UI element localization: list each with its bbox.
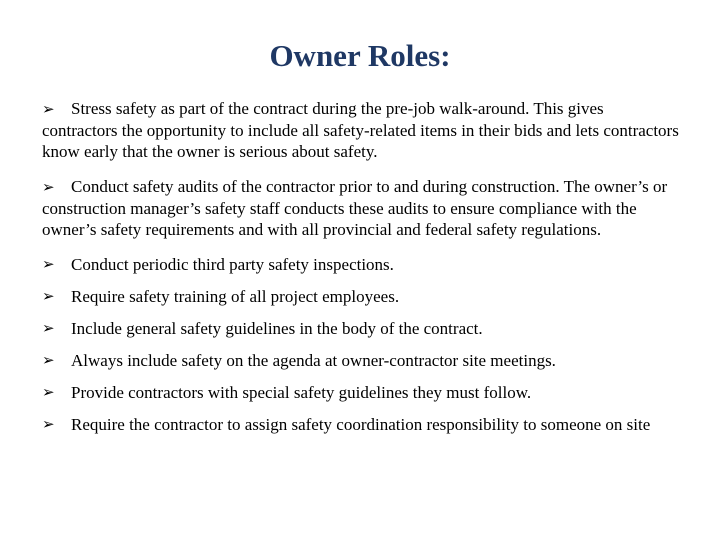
bullet-item: [42, 286, 682, 307]
bullet-text: Conduct periodic third party safety inspections.: [71, 255, 394, 274]
bullet-item: [42, 350, 682, 371]
bullet-text: Require safety training of all project employees.: [71, 287, 400, 306]
bullet-item: [42, 176, 682, 240]
slide-title: Owner Roles:: [269, 38, 451, 73]
bullet-text: Include general safety guidelines in the body of the contract.: [71, 319, 483, 338]
arrow-bullet-icon: ➢: [42, 383, 55, 401]
bullet-list: [42, 98, 682, 435]
arrow-bullet-icon: ➢: [42, 319, 55, 337]
arrow-bullet-icon: ➢: [42, 415, 55, 433]
bullet-item: [42, 414, 682, 435]
bullet-text: Provide contractors with special safety guidelines they must follow.: [71, 383, 532, 402]
bullet-item: [42, 254, 682, 275]
arrow-bullet-icon: ➢: [42, 351, 55, 369]
arrow-bullet-icon: ➢: [42, 255, 55, 273]
arrow-bullet-icon: ➢: [42, 178, 55, 196]
bullet-item: [42, 318, 682, 339]
bullet-item: [42, 382, 682, 403]
arrow-bullet-icon: ➢: [42, 100, 55, 118]
bullet-text: Stress safety as part of the contract during the pre-job walk-around. This gives contractors the opportunity to include all safety-related items in their bids and lets contractors know early that the owner is serious about safety.: [42, 99, 679, 161]
bullet-text: Conduct safety audits of the contractor prior to and during construction. The owner’s or construction manager’s safety staff conducts these audits to ensure compliance with the owner’s safety requirements and with all provincial and federal safety regulations.: [42, 177, 668, 239]
bullet-text: Require the contractor to assign safety coordination responsibility to someone on site: [71, 415, 651, 434]
bullet-text: Always include safety on the agenda at owner-contractor site meetings.: [71, 351, 556, 370]
arrow-bullet-icon: ➢: [42, 287, 55, 305]
bullet-item: [42, 98, 682, 162]
